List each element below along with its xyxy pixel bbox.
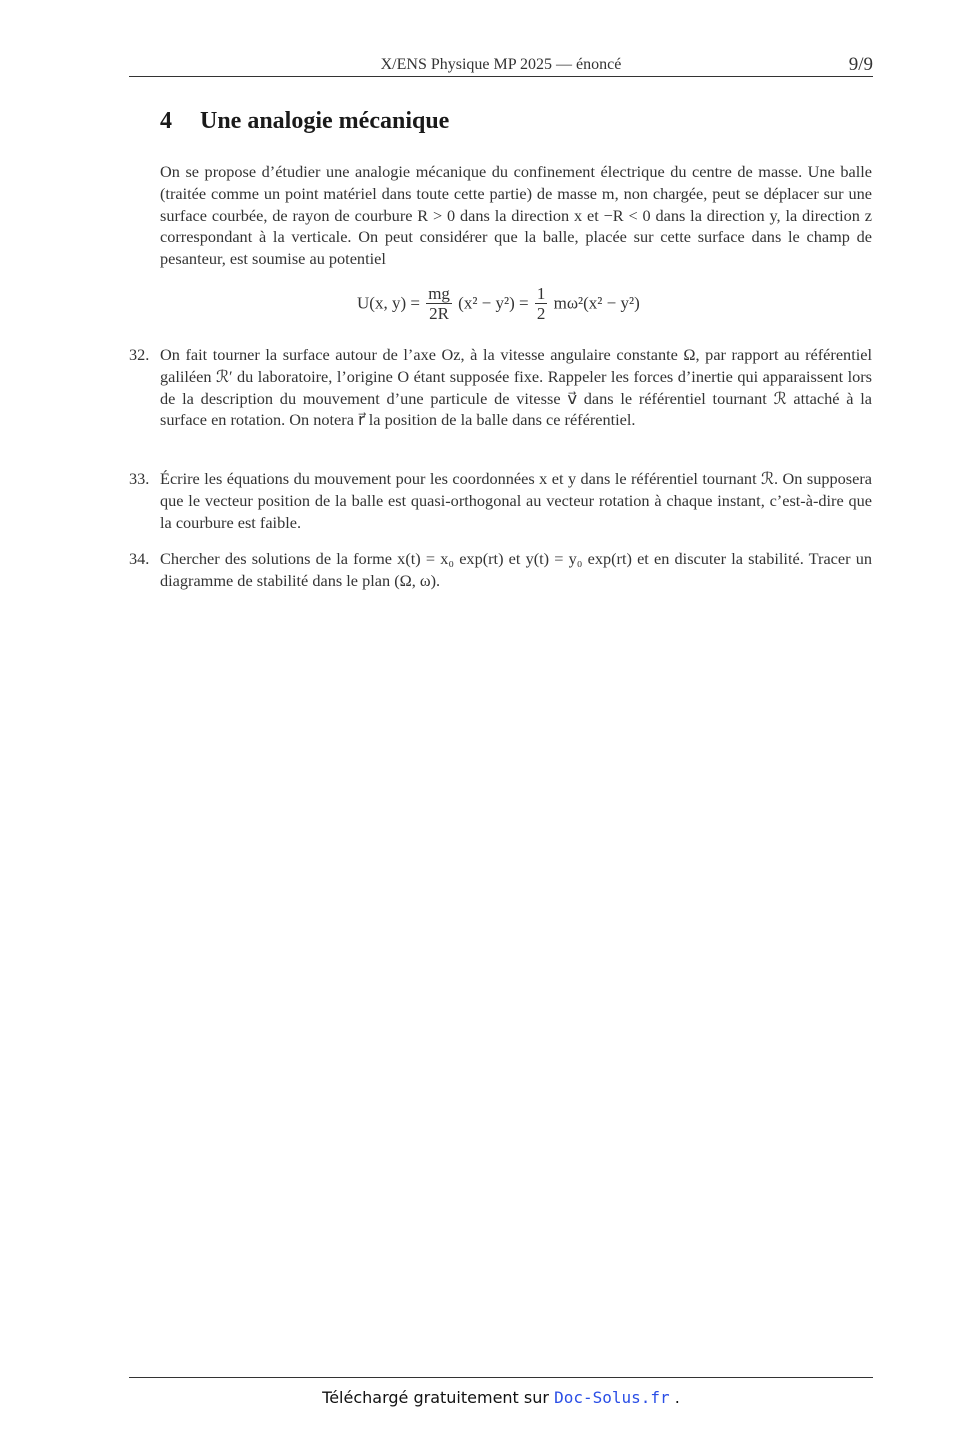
page-number: 9/9 xyxy=(848,54,873,75)
equation-rhs: mω²(x² − y²) xyxy=(553,293,640,313)
equation-middle: (x² − y²) = xyxy=(458,293,529,313)
fraction-numerator: mg xyxy=(428,284,450,303)
fraction-denominator: 2 xyxy=(536,304,546,323)
question-text: On fait tourner la surface autour de l’axe Oz, à la vitesse angulaire constante Ω, par rapport au référentiel galiléen ℛ′ du laboratoire, l’origine O étant supposée fixe. Rappeler les forces d’inertie qui apparaissent lors de la description du mouvement d’une particule de vitesse v⃗ dans le référentiel tournant ℛ attaché à la surface en rotation. On notera r⃗ la position de la balle dans ce référentiel. xyxy=(160,345,872,430)
fraction-numerator: 1 xyxy=(536,284,546,303)
footer-suffix: . xyxy=(669,1388,680,1407)
section-heading xyxy=(160,108,449,135)
header-title: X/ENS Physique MP 2025 — énoncé xyxy=(380,56,622,73)
footer-text xyxy=(129,1388,873,1407)
section-number: 4 xyxy=(160,108,172,134)
intro-paragraph: On se propose d’étudier une analogie mécanique du confinement électrique du centre de masse. Une balle (traitée comme un point matériel dans toute cette partie) de masse m, non chargée, peut se déplacer sur une surface courbée, de rayon de courbure R > 0 dans la direction x et −R < 0 dans la direction y, la direction z correspondant à la verticale. On peut considérer que la balle, placée sur cette surface dans le champ de pesanteur, est soumise au potentiel xyxy=(160,162,872,269)
question-number: 32. xyxy=(129,345,150,364)
footer-prefix: Téléchargé gratuitement sur xyxy=(322,1388,555,1407)
question-number: 33. xyxy=(129,469,150,488)
page-header xyxy=(129,52,873,77)
question-number: 34. xyxy=(129,549,150,568)
section-title: Une analogie mécanique xyxy=(200,108,450,134)
equation-lhs: U(x, y) = xyxy=(357,293,420,313)
question-text: Chercher des solutions de la forme x(t) = x₀ exp(rt) et y(t) = y₀ exp(rt) et en discuter la stabilité. Tracer un diagramme de stabilité dans le plan (Ω, ω). xyxy=(160,549,872,590)
fraction-mg-2R xyxy=(426,285,452,324)
page-footer xyxy=(129,1377,873,1407)
potential-equation xyxy=(357,285,640,324)
doc-solus-link[interactable]: Doc-Solus.fr xyxy=(554,1388,670,1407)
fraction-one-half xyxy=(535,285,548,324)
question-text: Écrire les équations du mouvement pour les coordonnées x et y dans le référentiel tournant ℛ. On supposera que le vecteur position de la balle est quasi-orthogonal au vecteur rotation à chaque instant, c’est-à-dire que la courbure est faible. xyxy=(160,469,872,532)
fraction-denominator: 2R xyxy=(429,304,449,323)
